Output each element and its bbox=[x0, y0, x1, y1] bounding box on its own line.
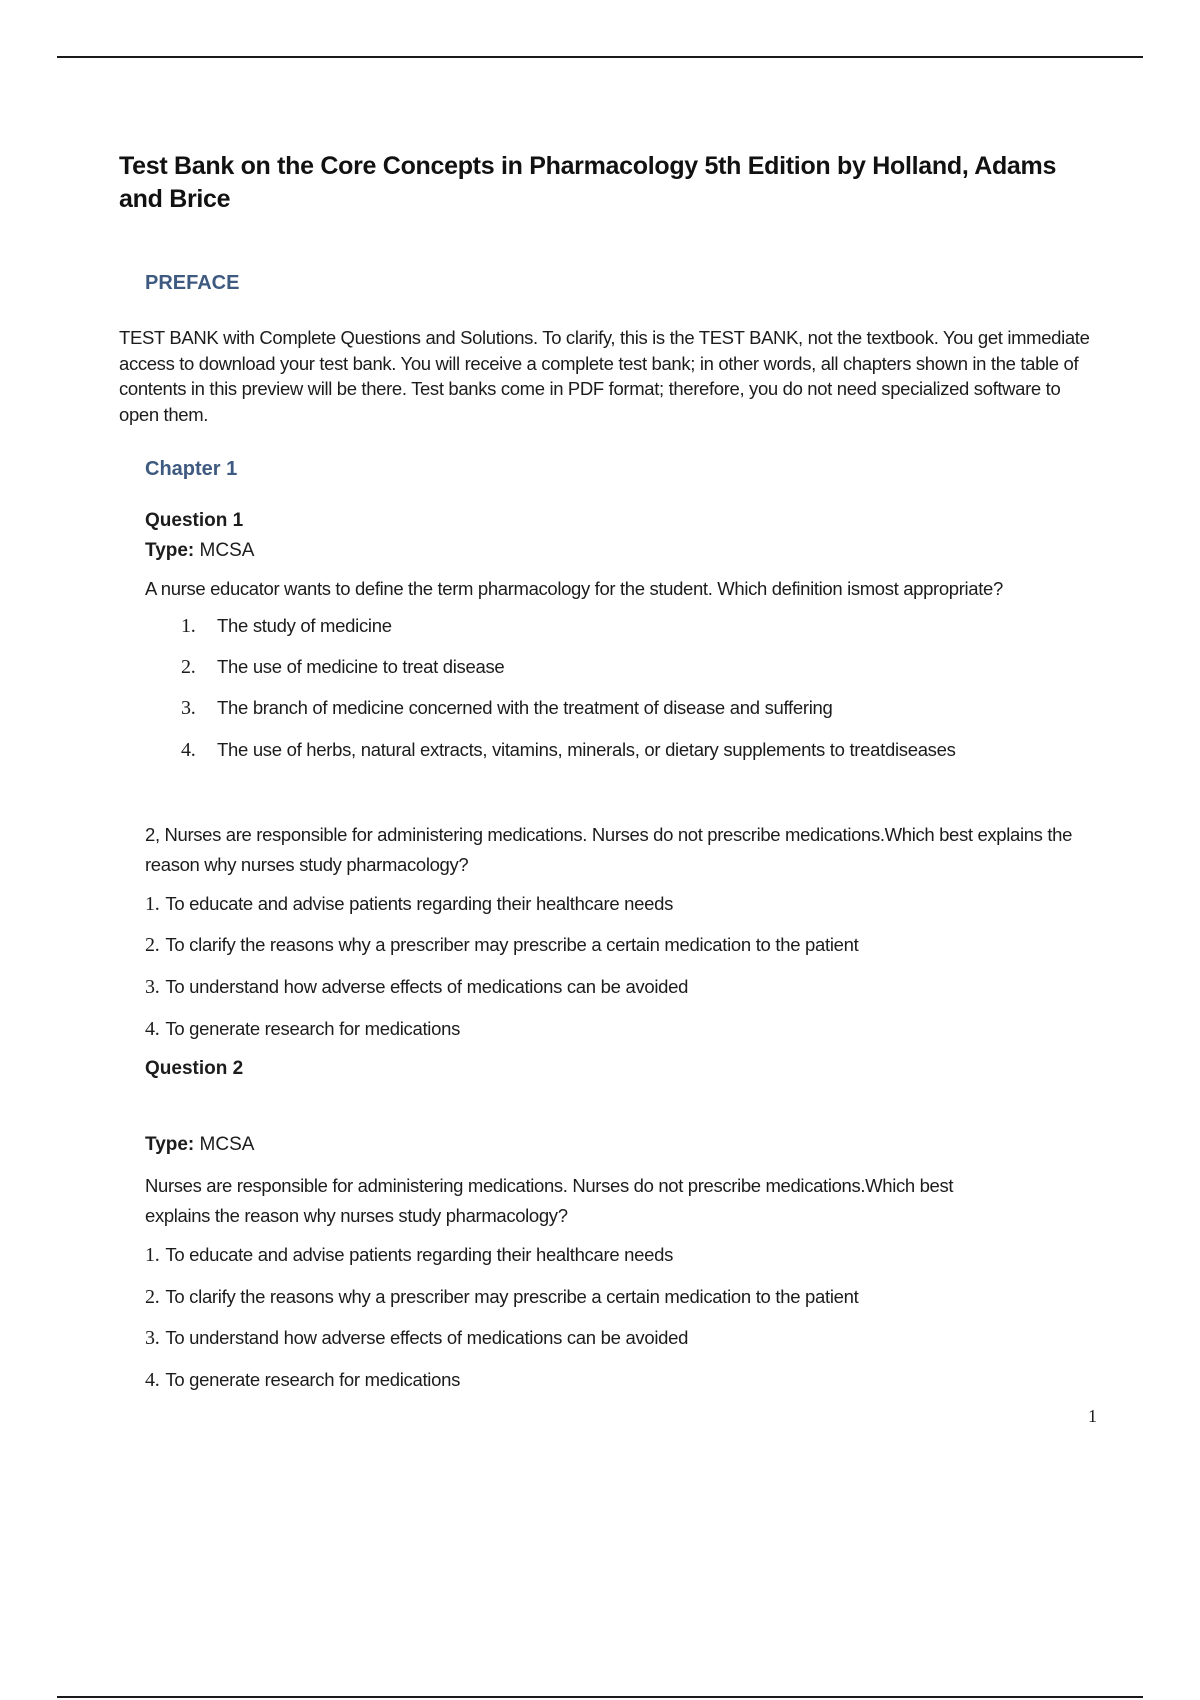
option-text: To understand how adverse effects of medications can be avoided bbox=[165, 976, 689, 997]
option-number: 2. bbox=[145, 1286, 160, 1308]
option-text: The use of herbs, natural extracts, vitamins, minerals, or dietary supplements to treatdiseases bbox=[217, 739, 956, 760]
option-text: To clarify the reasons why a prescriber may prescribe a certain medication to the patient bbox=[165, 934, 859, 955]
option-text: The study of medicine bbox=[217, 615, 392, 636]
option-text: The branch of medicine concerned with the treatment of disease and suffering bbox=[217, 697, 833, 718]
top-rule bbox=[57, 56, 1143, 58]
option-number: 1. bbox=[145, 1244, 160, 1266]
preface-heading: PREFACE bbox=[145, 272, 240, 294]
option-text: To generate research for medications bbox=[165, 1018, 461, 1039]
extra-question-option-4 bbox=[145, 1018, 460, 1041]
extra-question-option-1 bbox=[145, 893, 673, 916]
option-text: The use of medicine to treat disease bbox=[217, 656, 505, 677]
option-number: 3. bbox=[145, 976, 160, 998]
type-label: Type: bbox=[145, 540, 195, 561]
question-2-type bbox=[145, 1134, 254, 1156]
question-1-option-3 bbox=[181, 697, 833, 720]
question-1-heading: Question 1 bbox=[145, 510, 244, 531]
option-text: To generate research for medications bbox=[165, 1369, 461, 1390]
question-1-option-2 bbox=[181, 656, 504, 679]
extra-question-option-3 bbox=[145, 976, 688, 999]
type-value: MCSA bbox=[199, 1134, 255, 1155]
question-1-stem: A nurse educator wants to define the term pharmacology for the student. Which definition ismost appropriate? bbox=[145, 578, 1003, 599]
option-text: To educate and advise patients regarding their healthcare needs bbox=[165, 1244, 674, 1265]
option-number: 3. bbox=[145, 1327, 160, 1349]
option-number: 1. bbox=[181, 615, 196, 637]
document-title: Test Bank on the Core Concepts in Pharmacology 5th Edition by Holland, Adams and Brice bbox=[119, 152, 1057, 213]
option-number: 4. bbox=[145, 1018, 160, 1040]
option-number: 4. bbox=[145, 1369, 160, 1391]
question-2-option-4 bbox=[145, 1369, 460, 1392]
type-value: MCSA bbox=[199, 540, 255, 561]
option-number: 3. bbox=[181, 697, 196, 719]
question-1-type bbox=[145, 540, 254, 562]
question-1-option-1 bbox=[181, 615, 392, 638]
option-number: 1. bbox=[145, 893, 160, 915]
option-number: 4. bbox=[181, 739, 196, 761]
option-number: 2. bbox=[145, 934, 160, 956]
bottom-rule bbox=[57, 1696, 1143, 1698]
page-number: 1 bbox=[1088, 1406, 1097, 1426]
type-label: Type: bbox=[145, 1134, 195, 1155]
option-number: 2. bbox=[181, 656, 196, 678]
preface-text: TEST BANK with Complete Questions and Solutions. To clarify, this is the TEST BANK, not the textbook. You get immediate access to download your test bank. You will receive a complete test bank; in other words, all chapters shown in the table of contents in this preview will be there. Test banks come in PDF format; therefore, you do not need specialized software to open them. bbox=[119, 327, 1090, 425]
question-2-heading: Question 2 bbox=[145, 1058, 244, 1079]
extra-question-stem: 2, Nurses are responsible for administering medications. Nurses do not prescribe medications.Which best explains the reason why nurses study pharmacology? bbox=[145, 824, 1073, 875]
question-2-option-3 bbox=[145, 1327, 688, 1350]
option-text: To clarify the reasons why a prescriber may prescribe a certain medication to the patient bbox=[165, 1286, 859, 1307]
option-text: To educate and advise patients regarding their healthcare needs bbox=[165, 893, 674, 914]
question-1-option-4 bbox=[181, 739, 956, 762]
question-2-option-1 bbox=[145, 1244, 673, 1267]
question-2-option-2 bbox=[145, 1286, 859, 1309]
option-text: To understand how adverse effects of medications can be avoided bbox=[165, 1327, 689, 1348]
chapter-heading: Chapter 1 bbox=[145, 458, 238, 480]
question-2-stem: Nurses are responsible for administering medications. Nurses do not prescribe medications.Which best explains the reason why nurses study pharmacology? bbox=[145, 1175, 954, 1226]
extra-question-option-2 bbox=[145, 934, 859, 957]
